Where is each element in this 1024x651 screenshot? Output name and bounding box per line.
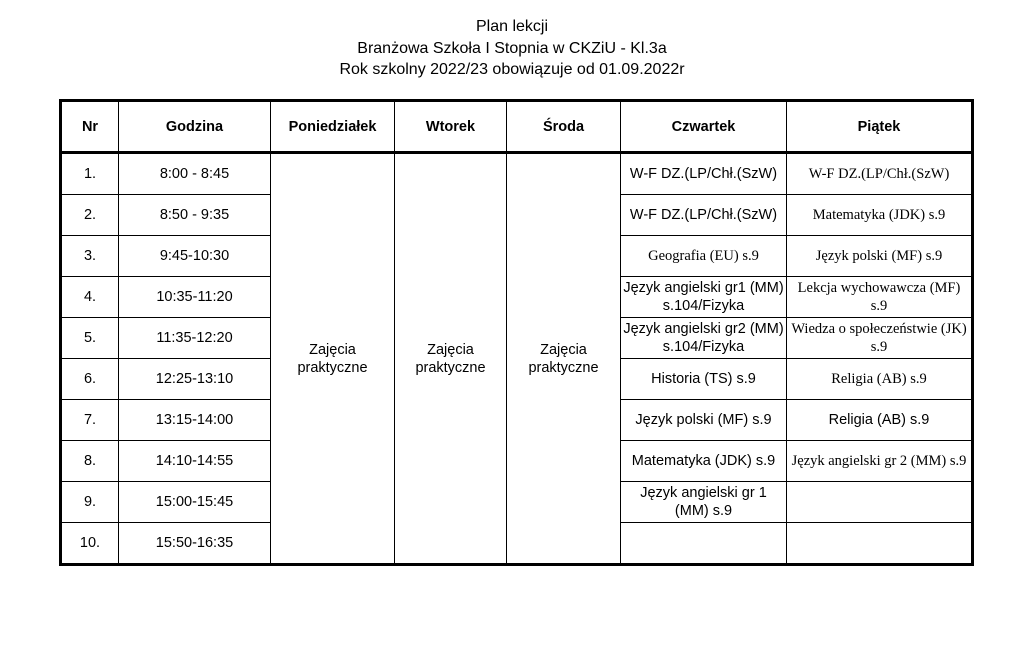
cell-piatek: Matematyka (JDK) s.9 (787, 195, 973, 236)
cell-nr: 1. (61, 153, 119, 195)
cell-nr: 9. (61, 482, 119, 523)
cell-wtorek-merged: Zajęcia praktyczne (395, 153, 507, 565)
cell-nr: 5. (61, 318, 119, 359)
cell-piatek: Religia (AB) s.9 (787, 359, 973, 400)
cell-czwartek: Matematyka (JDK) s.9 (621, 441, 787, 482)
cell-piatek (787, 523, 973, 565)
cell-godzina: 10:35-11:20 (119, 277, 271, 318)
cell-czwartek: Geografia (EU) s.9 (621, 236, 787, 277)
cell-godzina: 15:50-16:35 (119, 523, 271, 565)
col-header-poniedzialek: Poniedziałek (271, 101, 395, 153)
cell-piatek: Język angielski gr 2 (MM) s.9 (787, 441, 973, 482)
cell-czwartek (621, 523, 787, 565)
col-header-godzina: Godzina (119, 101, 271, 153)
cell-godzina: 8:00 - 8:45 (119, 153, 271, 195)
cell-nr: 2. (61, 195, 119, 236)
col-header-sroda: Środa (507, 101, 621, 153)
col-header-czwartek: Czwartek (621, 101, 787, 153)
cell-czwartek: Język polski (MF) s.9 (621, 400, 787, 441)
school-name: Branżowa Szkoła I Stopnia w CKZiU - Kl.3a (357, 39, 667, 57)
cell-piatek: W-F DZ.(LP/Chł.(SzW) (787, 153, 973, 195)
cell-godzina: 9:45-10:30 (119, 236, 271, 277)
schedule-table (59, 99, 974, 566)
col-header-piatek: Piątek (787, 101, 973, 153)
cell-poniedzialek-merged: Zajęcia praktyczne (271, 153, 395, 565)
page-title: Plan lekcji (475, 18, 549, 35)
cell-czwartek: Język angielski gr2 (MM) s.104/Fizyka (621, 318, 787, 359)
cell-piatek: Lekcja wychowawcza (MF) s.9 (787, 277, 973, 318)
table-row (61, 153, 973, 195)
cell-piatek (787, 482, 973, 523)
school-year: Rok szkolny 2022/23 obowiązuje od 01.09.2022r (339, 61, 685, 78)
cell-czwartek: W-F DZ.(LP/Chł.(SzW) (621, 195, 787, 236)
cell-godzina: 8:50 - 9:35 (119, 195, 271, 236)
cell-godzina: 13:15-14:00 (119, 400, 271, 441)
header-row (61, 101, 973, 153)
cell-nr: 3. (61, 236, 119, 277)
cell-piatek: Wiedza o społeczeństwie (JK) s.9 (787, 318, 973, 359)
cell-nr: 10. (61, 523, 119, 565)
cell-godzina: 12:25-13:10 (119, 359, 271, 400)
cell-czwartek: Język angielski gr1 (MM) s.104/Fizyka (621, 277, 787, 318)
cell-nr: 7. (61, 400, 119, 441)
document-header (0, 16, 1024, 81)
cell-nr: 6. (61, 359, 119, 400)
cell-piatek: Język polski (MF) s.9 (787, 236, 973, 277)
cell-czwartek: Język angielski gr 1 (MM) s.9 (621, 482, 787, 523)
cell-czwartek: W-F DZ.(LP/Chł.(SzW) (621, 153, 787, 195)
cell-sroda-merged: Zajęcia praktyczne (507, 153, 621, 565)
cell-czwartek: Historia (TS) s.9 (621, 359, 787, 400)
cell-godzina: 14:10-14:55 (119, 441, 271, 482)
cell-godzina: 15:00-15:45 (119, 482, 271, 523)
col-header-wtorek: Wtorek (395, 101, 507, 153)
cell-piatek: Religia (AB) s.9 (787, 400, 973, 441)
col-header-nr: Nr (61, 101, 119, 153)
cell-nr: 4. (61, 277, 119, 318)
cell-godzina: 11:35-12:20 (119, 318, 271, 359)
cell-nr: 8. (61, 441, 119, 482)
